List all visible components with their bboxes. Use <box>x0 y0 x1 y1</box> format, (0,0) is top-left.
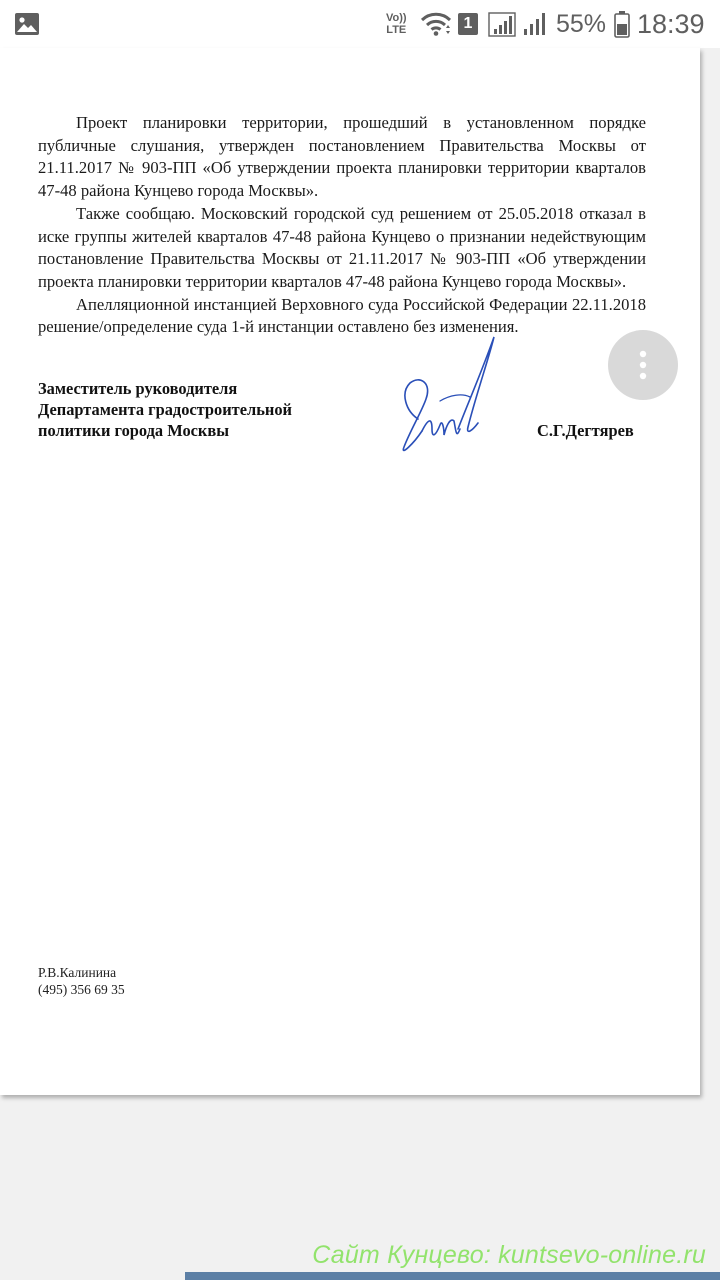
notification-badge <box>458 0 478 48</box>
document-page <box>0 48 700 1095</box>
paragraph: Проект планировки территории, прошедший в установленном порядке публичные слушания, утвержден постановлением Правительства Москвы от 21.11.2017 № 903-ПП «Об утверждении проекта планировки территории кварталов 47-48 района Кунцево города Москвы». <box>38 113 646 201</box>
clock: 18:39 <box>637 8 705 39</box>
handwritten-signature <box>370 331 510 461</box>
notification-count: 1 <box>458 13 478 35</box>
signatory-name: С.Г.Дегтярев <box>537 421 634 440</box>
signal-icon <box>488 0 518 48</box>
site-watermark: Сайт Кунцево: kuntsevo-online.ru <box>312 1241 706 1269</box>
wifi-icon <box>420 0 452 48</box>
bottom-strip <box>185 1272 720 1280</box>
signatory-title-line: Заместитель руководителя <box>38 379 238 398</box>
signatory-title <box>38 378 292 441</box>
more-options-button[interactable] <box>608 330 678 400</box>
executor-name: Р.В.Калинина <box>38 965 117 980</box>
battery-icon <box>614 0 630 48</box>
document-body <box>38 112 646 339</box>
volte-bottom-label: LTE <box>386 24 407 36</box>
signal-icon <box>522 0 550 48</box>
signatory-title-line: политики города Москвы <box>38 421 230 440</box>
signatory-title-line: Департамента градостроительной <box>38 400 292 419</box>
executor-info <box>38 964 125 998</box>
paragraph: Также сообщаю. Московский городской суд решением от 25.05.2018 отказал в иске группы жителей кварталов 47-48 района Кунцево о признании недействующим постановление Правительства Москвы от 21.11.2017 № 903-ПП «Об утверждении проекта планировки территории кварталов 47-48 района Кунцево города Москвы». <box>38 203 646 291</box>
executor-phone: (495) 356 69 35 <box>38 982 125 997</box>
gallery-icon <box>14 0 40 48</box>
more-vert-icon <box>639 350 647 380</box>
battery-percent: 55% <box>556 9 607 38</box>
status-bar <box>0 0 720 48</box>
volte-top-label: Vo)) <box>386 12 407 24</box>
volte-icon <box>386 0 407 48</box>
paragraph: Апелляционной инстанцией Верховного суда Российской Федерации 22.11.2018 решение/определение суда 1-й инстанции оставлено без изменения. <box>38 294 646 337</box>
